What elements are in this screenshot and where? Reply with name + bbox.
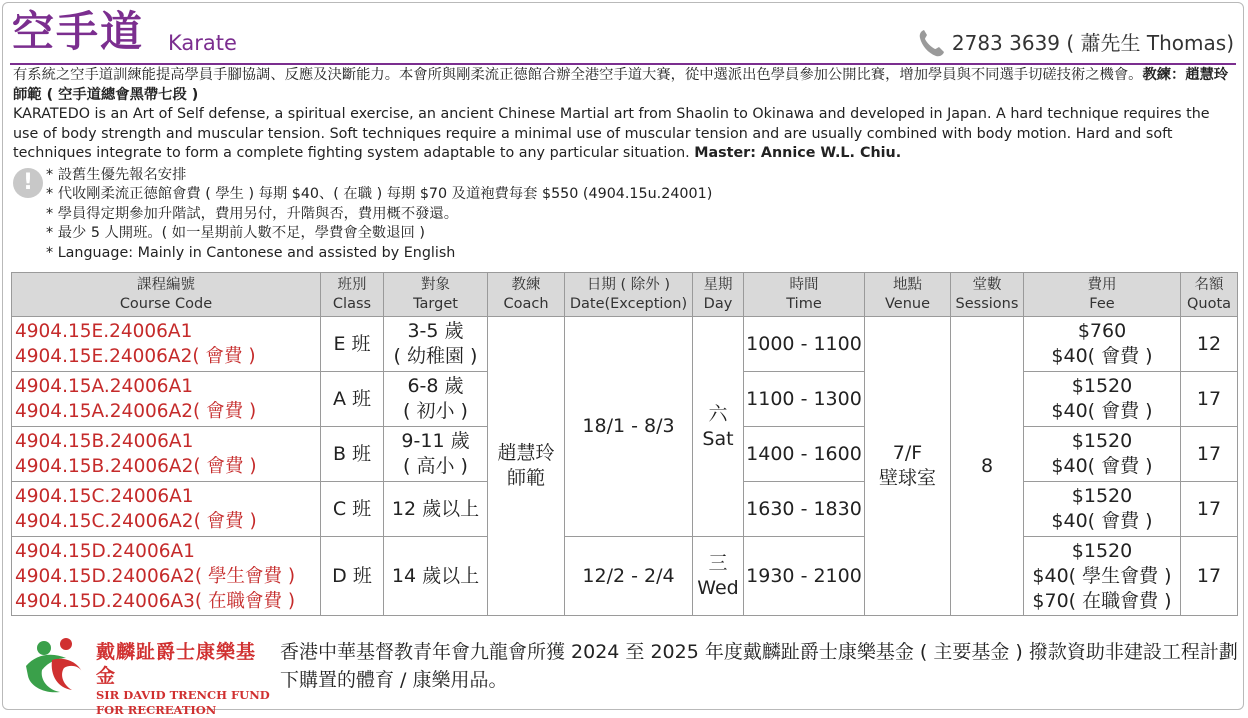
fee-cell: $1520 $40( 會費 ): [1024, 482, 1181, 537]
fee-cell: $760 $40( 會費 ): [1024, 317, 1181, 372]
header-venue: 地點 Venue: [865, 273, 951, 317]
fee-cell: $1520 $40( 學生會費 ) $70( 在職會費 ): [1024, 537, 1181, 616]
target-cell: 6-8 歲 ( 初小 ): [384, 372, 488, 427]
header-target: 對象 Target: [384, 273, 488, 317]
header-coach: 教練 Coach: [488, 273, 565, 317]
footer: [14, 630, 1240, 717]
quota-cell: 17: [1181, 427, 1238, 482]
notes-list: [46, 166, 712, 263]
page-title-en: Karate: [168, 31, 237, 55]
header-course-code: 課程編號 Course Code: [12, 273, 321, 317]
fund-name-zh: 戴麟趾爵士康樂基金: [96, 641, 257, 687]
target-cell: 12 歲以上: [384, 482, 488, 537]
header-date: 日期 ( 除外 ) Date(Exception): [565, 273, 693, 317]
time-cell: 1000 - 1100: [744, 317, 865, 372]
course-code-cell: 4904.15B.24006A1 4904.15B.24006A2( 會費 ): [12, 427, 321, 482]
fund-name-en-1: SIR DAVID TRENCH FUND: [96, 688, 270, 702]
coach-info-zh: 教練：趙慧玲師範 ( 空手道總會黑帶七段 ): [13, 67, 1229, 103]
table-row: [12, 317, 1238, 372]
header-day: 星期 Day: [693, 273, 744, 317]
time-cell: 1930 - 2100: [744, 537, 865, 616]
note-item: * 設舊生優先報名安排: [46, 167, 187, 183]
venue-cell: 7/F 壁球室: [865, 317, 951, 616]
fee-cell: $1520 $40( 會費 ): [1024, 427, 1181, 482]
title-divider: [10, 63, 1236, 65]
header-time: 時間 Time: [744, 273, 865, 317]
course-code-cell: 4904.15D.24006A1 4904.15D.24006A2( 學生會費 ) 4904.15D.24006A3( 在職會費 ): [12, 537, 321, 616]
target-cell: 14 歲以上: [384, 537, 488, 616]
fund-name-en-2: FOR RECREATION: [96, 703, 217, 717]
description-en: KARATEDO is an Art of Self defense, a spiritual exercise, an ancient Chinese Martial art from Shaolin to Okinawa and developed in Japan. A hard technique requires the use of body strength and muscular tension. Soft techniques require a minimal use of muscular tension and are usually combined with body motion. Hard and soft techniques integrate to form a complete fighting system adaptable to any particular situation.: [13, 106, 1210, 162]
note-item: * 最少 5 人開班。( 如一星期前人數不足，學費會全數退回 ): [46, 225, 425, 242]
day-cell: 三 Wed: [693, 537, 744, 616]
class-cell: B 班: [321, 427, 384, 482]
page-title-zh: 空手道: [12, 7, 145, 56]
fee-cell: $1520 $40( 會費 ): [1024, 372, 1181, 427]
course-code-cell: 4904.15A.24006A1 4904.15A.24006A2( 會費 ): [12, 372, 321, 427]
coach-cell: 趙慧玲 師範: [488, 317, 565, 616]
description: [13, 66, 1237, 164]
exclamation-icon: !: [13, 168, 43, 198]
class-cell: A 班: [321, 372, 384, 427]
quota-cell: 17: [1181, 537, 1238, 616]
phone-icon: [918, 28, 946, 58]
day-cell: 六 Sat: [693, 317, 744, 537]
quota-cell: 12: [1181, 317, 1238, 372]
class-cell: C 班: [321, 482, 384, 537]
contact-phone: [918, 28, 1234, 58]
target-cell: 3-5 歲 ( 幼稚園 ): [384, 317, 488, 372]
fund-logo-text: [96, 640, 272, 718]
header: [10, 6, 1236, 60]
header-quota: 名額 Quota: [1181, 273, 1238, 317]
note-item: * 代收剛柔流正德館會費 ( 學生 ) 每期 $40、( 在職 ) 每期 $70 及道袍費每套 $550 (4904.15u.24001): [46, 186, 713, 203]
course-code-cell: 4904.15C.24006A1 4904.15C.24006A2( 會費 ): [12, 482, 321, 537]
quota-cell: 17: [1181, 482, 1238, 537]
date-cell: 18/1 - 8/3: [565, 317, 693, 537]
description-zh: 有系統之空手道訓練能提高學員手腳協調、反應及決斷能力。本會所與剛柔流正德館合辦全港空手道大賽，從中選派出色學員參加公開比賽，增加學員與不同選手切磋技術之機會。: [13, 67, 1143, 83]
note-item: * Language: Mainly in Cantonese and assisted by English: [46, 244, 456, 261]
fund-logo-icon: [22, 636, 88, 696]
schedule-table: [11, 272, 1238, 616]
header-sessions: 堂數 Sessions: [951, 273, 1024, 317]
header-fee: 費用 Fee: [1024, 273, 1181, 317]
fund-logo: [22, 636, 272, 717]
note-item: * 學員得定期參加升階試，費用另付，升階與否，費用概不發還。: [46, 205, 459, 222]
time-cell: 1630 - 1830: [744, 482, 865, 537]
date-cell: 12/2 - 2/4: [565, 537, 693, 616]
time-cell: 1400 - 1600: [744, 427, 865, 482]
sessions-cell: 8: [951, 317, 1024, 616]
table-row: [12, 537, 1238, 616]
phone-text: 2783 3639 ( 蕭先生 Thomas): [951, 31, 1234, 55]
class-cell: D 班: [321, 537, 384, 616]
notes-section: [13, 166, 1237, 262]
quota-cell: 17: [1181, 372, 1238, 427]
time-cell: 1100 - 1300: [744, 372, 865, 427]
class-cell: E 班: [321, 317, 384, 372]
target-cell: 9-11 歲 ( 高小 ): [384, 427, 488, 482]
course-code-cell: 4904.15E.24006A1 4904.15E.24006A2( 會費 ): [12, 317, 321, 372]
master-info-en: Master: Annice W.L. Chiu.: [694, 145, 902, 162]
funding-acknowledgement: 香港中華基督教青年會九龍會所獲 2024 至 2025 年度戴麟趾爵士康樂基金 ( 主要基金 ) 撥款資助非建設工程計劃下購置的體育 / 康樂用品。: [280, 641, 1238, 691]
table-header-row: [12, 273, 1238, 317]
header-class: 班別 Class: [321, 273, 384, 317]
